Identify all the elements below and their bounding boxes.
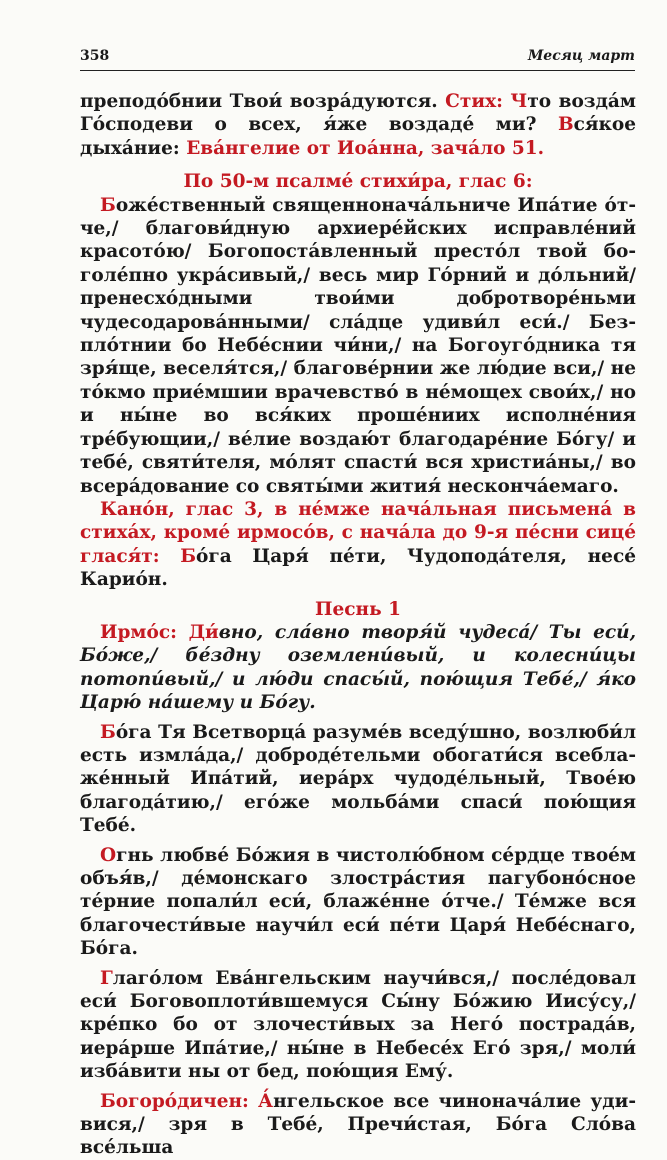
canon-rubric: Кано́н, глас 3, в не́мже нача́льная письмена́ в стиха́х, кроме́ ирмосо́в, с нача́ла до 9-я пе́сни сице́ глася́т: Бо́га Царя́ пе́ти, Чудоподáтеля, несе́ Карио́н. bbox=[80, 498, 636, 591]
canon-heading: Кано́н, глас 3, в не́мже нача́льная письмена́ в стиха́х, кроме́ ирмосо́в, с нача́ла до 9-я пе́сни сице́ глася́т: bbox=[80, 498, 636, 567]
page-header bbox=[80, 48, 635, 71]
troparion-3: Глаго́лом Ева́нгельским научи́вся,/ после́довал еси́ Боговоплоти́вшемуся Сы́ну Бо́жию Иису́су,/ кре́пко бо от злочести́вых за Него́ пострада́в, иера́рше Ипа́тие,/ ны́не в Небесе́х Его́ зря,/ моли́ изба́вити ны от бед, пою́щия Ему́. bbox=[80, 967, 636, 1083]
heading-ode-1: Песнь 1 bbox=[315, 598, 401, 620]
stich-label: Стих: Ч bbox=[445, 91, 528, 112]
paragraph-opening: преподо́бнии Твои́ возра́дуются. Стих: Что возда́м Го́сподеви о всех, я́же воздаде́ ми? Вся́кое дыха́ние: Ева́нгелие от Иоа́нна, зача́ло 51. bbox=[80, 91, 636, 159]
heading-stichera: По 50-м псалме́ стихи́ра, глас 6: bbox=[183, 171, 533, 193]
drop-initial: О bbox=[100, 844, 117, 866]
irmos-text: Ирмо́с: Ди́вно, сла́вно творя́й чудеса́/ Ты еси́, Бо́же,/ бе́здну оземлени́вый, и колесни́цы потопи́вый,/ и лю́ди спасы́й, пою́щия Тебе́,/ я́ко Царю́ на́шему и Бо́гу. bbox=[80, 621, 637, 714]
initial-v: В bbox=[557, 114, 574, 136]
drop-initial: Б bbox=[100, 194, 116, 216]
irmos-label: Ирмо́с: Ди́ bbox=[100, 621, 219, 643]
theotokion-label: Богоро́дичен: А́ bbox=[100, 1090, 274, 1112]
troparion-1: Бо́га Тя Всетворца́ разуме́в вседу́шно, возлюби́л есть измла́да,/ доброде́тельми обогати́ся всеблаже́нный Ипа́тий, иера́рх чудоде́льный, Твое́ю благода́тию,/ его́же мольба́ми спаси́ пою́щия Тебе́. bbox=[80, 721, 636, 837]
drop-initial: Б bbox=[180, 545, 197, 567]
troparion-2: Огнь любве́ Бо́жия в чистолю́бном се́рдце твое́м объя́в,/ де́монскаго злостра́стия пагубоно́сное те́рние попали́л еси́, блаже́нне о́тче./ Те́мже вся благочести́вые научи́л еси́ пе́ти Царя́ Небе́снаго, Бо́га. bbox=[80, 844, 636, 960]
running-title: Месяц март bbox=[527, 48, 635, 64]
text-body bbox=[80, 90, 636, 1160]
stichera-text: Боже́ственный священнонача́льниче Ипа́тие о́тче,/ благови́дную архиере́йских исправле́ний красото́ю/ Богопоста́вленный престо́л твой боголе́пно укра́сивый,/ весь мир Го́рний и до́льний/ пренесхо́дными твои́ми добротворе́ньми чудесодарова́нными/ сла́дце удиви́л еси́./ Безпло́тнии бо Небе́снии чи́ни,/ на Богоуго́дника тя зря́ще, веселя́тся,/ благове́рнии же лю́дие вси,/ не то́кмо прие́мшии врачевство́ в не́мощех свои́х,/ но и ны́не во вся́ких проше́ниих исполне́ния тре́бующии,/ ве́лие воздаю́т благодаре́ние Бо́гу/ и тебе́, святи́теля, мо́лят спасти́ вся христиа́ны,/ во всера́дование со святы́ми жития́ несконча́емаго. bbox=[80, 194, 636, 497]
theotokion: Богоро́дичен: А́нгельское все чинонача́лие удивися,/ зря в Тебе́, Пречи́стая, Бо́га Сло́ва все́льша bbox=[80, 1090, 636, 1159]
drop-initial: Б bbox=[100, 721, 116, 743]
page-number: 358 bbox=[80, 48, 110, 64]
gospel-reference: Ева́нгелие от Иоа́нна, зача́ло 51. bbox=[186, 137, 545, 159]
drop-initial: Г bbox=[100, 967, 113, 989]
